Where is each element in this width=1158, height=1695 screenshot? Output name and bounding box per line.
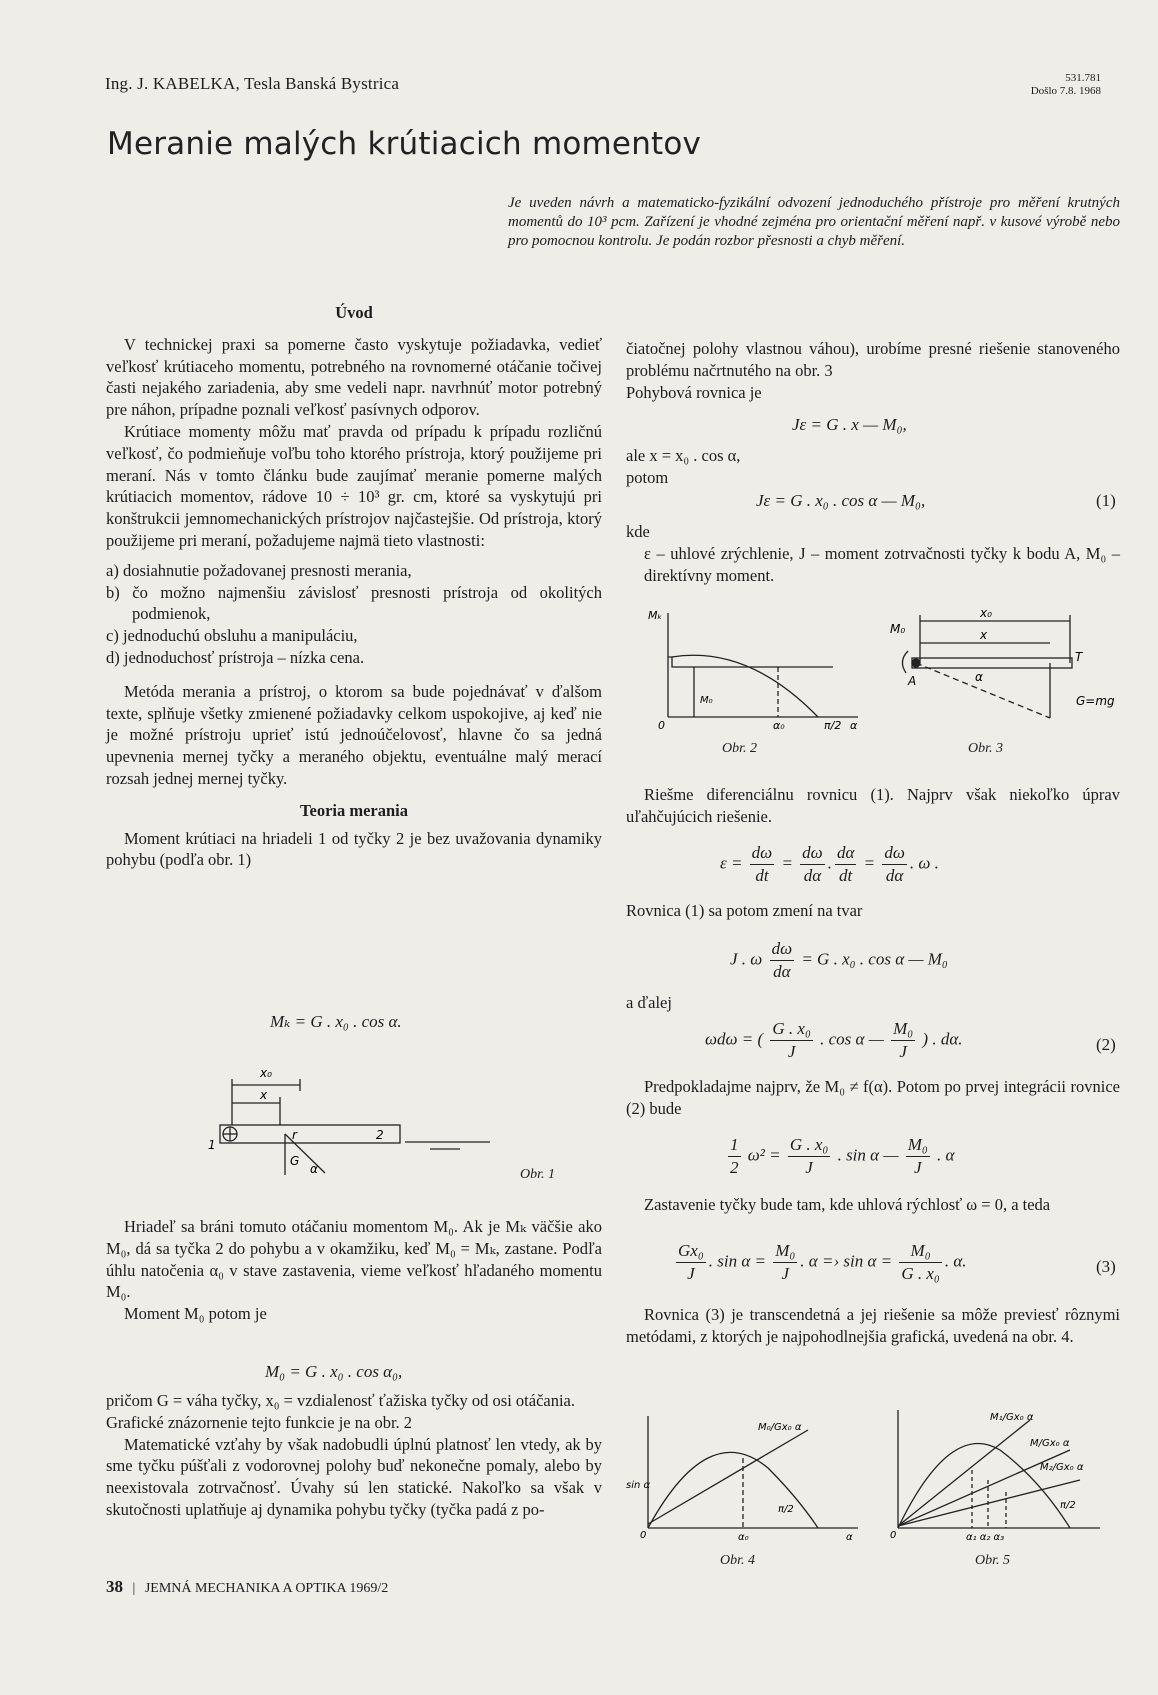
- page-number: 38: [106, 1577, 123, 1596]
- right-column-end: [626, 1304, 1120, 1348]
- fig5-caption: Obr. 5: [975, 1553, 1011, 1568]
- intro-heading: Úvod: [335, 303, 373, 322]
- right-column-assume: [626, 1076, 1120, 1120]
- equation-epsilon: ε = $\frac{d\omega}{dt}$ = $\frac{d\omega}{d\alpha}$ . $\frac{d\alpha}{dt}$ = $\frac{d\omega}{d\alpha}$ . ω .: [720, 843, 939, 885]
- paragraph: Hriadeľ sa bráni tomuto otáčaniu momentom M₀. Ak je Mₖ väčšie ako M₀, dá sa tyčka 2 do pohybu a v okamžiku, keď M₀ = Mₖ, zastane. Podľa úhlu natočenia α₀ v stave zastavenia, vieme veľkosť hľadaného momentu M₀.: [106, 1217, 602, 1302]
- fig1-caption: Obr. 1: [520, 1167, 556, 1182]
- right-column-mid: [626, 784, 1120, 828]
- label-r: r: [292, 1128, 297, 1142]
- paragraph: V technickej praxi sa pomerne často vyskytuje požiadavka, vedieť veľkosť krútiaceho momentu, potrebného na rovnomerné otáčanie točivej časti nejakého zariadenia, aby sme vedeli napr. navrhnúť motor potrebný pre náhon, prípadne poznali veľkosť pasívnych odporov.: [106, 334, 602, 420]
- fig3-caption: Obr. 3: [968, 741, 1004, 756]
- label-alpha0: α₀: [738, 1532, 749, 1543]
- list-item: d) jednoduchosť prístroja – nízka cena.: [106, 647, 365, 667]
- list-item: a) dosiahnutie požadovanej presnosti merania,: [106, 560, 412, 580]
- label-alpha0: α₀: [773, 719, 785, 732]
- paragraph: Krútiace momenty môžu mať pravda od prípadu k prípadu rozličnú veľkosť, čo podmieňuje voľbu toho ktorého prístroja, ktorý použijeme pri meraní. Nás v tomto článku bude zaujímať meranie pomerne malých krútiacich momentov, rádove 10 ÷ 10³ gr. cm, ktoré sa vyskytujú pri konštrukcii jemnomechanických prístrojov najčastejšie. Od prístroja, ktorý použijeme pri meraní, požadujeme najmä tieto vlastnosti:: [106, 421, 602, 550]
- list-item: c) jednoduchú obsluhu a manipuláciu,: [106, 626, 358, 646]
- label-alpha: α: [846, 1532, 853, 1543]
- equation-integral: $\frac{1}{2}$ ω² = $\frac{\text{G . x₀}}{J}$ . sin α — $\frac{\text{M₀}}{J}$ . α: [730, 1135, 955, 1177]
- figure-1: [200, 1055, 530, 1175]
- paragraph: Metóda merania a prístroj, o ktorom sa bude pojednávať v ďalšom texte, splňuje všetky zmienené požiadavky celkom uspokojive, aj keď nie je možné prístroju uprieť istú jednoúčelovosť, hlavne čo sa jedná upevnenia mernej tyčky a meraného objektu, eventuálne malý merací rozsah jednej mernej tyčky.: [106, 681, 602, 788]
- right-column-top: [626, 338, 1120, 403]
- label-m1: M₁/Gx₀ α: [990, 1412, 1034, 1423]
- right-column-eqtext: [626, 900, 1120, 922]
- label-m0: M₀: [890, 622, 906, 636]
- left-column-end: [106, 1390, 602, 1521]
- paragraph: Moment M₀ potom je: [124, 1304, 267, 1324]
- list-item: b) čo možno najmenšiu závislosť presnosti prístroja od okolitých podmienok,: [106, 582, 602, 624]
- label-alpha: α: [310, 1162, 318, 1176]
- left-column-bottom: [106, 1216, 602, 1325]
- equation-1: Jε = G . x₀ . cos α — M₀,: [756, 491, 926, 510]
- label-m-gx0: M/Gx₀ α: [1030, 1438, 1070, 1449]
- paragraph: Riešme diferenciálnu rovnicu (1). Najprv však niekoľko úprav uľahčujúcich riešenie.: [626, 785, 1120, 826]
- equation-3: $\frac{\text{Gx₀}}{J}$ . sin α = $\frac{\text{M₀}}{J}$ . α =› sin α = $\frac{\text{M₀}}{\text{G . x₀}}$ . α.: [678, 1241, 967, 1283]
- figure-3: [870, 603, 1115, 733]
- theory-heading: Teoria merania: [300, 800, 408, 820]
- label-2: 2: [376, 1128, 384, 1142]
- label-zero: 0: [658, 719, 665, 732]
- figure-5: [880, 1400, 1110, 1543]
- label-x0: x₀: [980, 606, 992, 620]
- equation-motion: Jε = G . x — M₀,: [792, 415, 907, 434]
- label-t: T: [1075, 650, 1083, 664]
- paragraph: kde: [626, 522, 650, 541]
- paragraph: Pohybová rovnica je: [626, 382, 762, 402]
- label-m0: M₀: [700, 695, 713, 706]
- paragraph: Rovnica (1) sa potom zmení na tvar: [626, 901, 863, 920]
- fig2-caption: Obr. 2: [722, 741, 758, 756]
- label-pi-half: π/2: [824, 719, 842, 732]
- equation-2-number: (2): [1096, 1035, 1116, 1054]
- paragraph: Predpokladajme najprv, že M₀ ≠ f(α). Potom po prvej integrácii rovnice (2) bude: [626, 1077, 1120, 1118]
- label-x: x: [260, 1088, 268, 1102]
- paragraph: potom: [626, 467, 669, 487]
- label-gmg: G=mg: [1076, 694, 1115, 708]
- fig4-caption: Obr. 4: [720, 1553, 756, 1568]
- journal-name: JEMNÁ MECHANIKA A OPTIKA 1969/2: [144, 1581, 389, 1596]
- paragraph: Zastavenie tyčky bude tam, kde uhlová rýchlosť ω = 0, a teda: [644, 1195, 1051, 1214]
- article-meta: [1031, 72, 1101, 98]
- paragraph: ale x = x₀ . cos α,: [626, 446, 741, 465]
- label-sin-alpha: sin α: [626, 1480, 651, 1491]
- received-date: Došlo 7.8. 1968: [1030, 85, 1101, 97]
- equation-transformed: J . ω $\frac{d\omega}{d\alpha}$ = G . x₀ . cos α — M₀: [730, 939, 948, 981]
- label-m0-gx0: M₀/Gx₀ α: [758, 1422, 802, 1433]
- label-zero: 0: [640, 1530, 647, 1541]
- requirements-list: [106, 560, 602, 669]
- figure-2: [628, 605, 868, 735]
- label-1: 1: [208, 1138, 216, 1152]
- label-mk: Mₖ: [648, 609, 663, 622]
- left-column-top: [106, 302, 602, 871]
- label-a: A: [908, 674, 917, 688]
- paragraph: Grafické znázornenie tejto funkcie je na obr. 2: [106, 1412, 413, 1432]
- author-line: Ing. J. KABELKA, Tesla Banská Bystrica: [105, 74, 400, 93]
- label-g: G: [290, 1154, 300, 1168]
- label-x: x: [980, 628, 988, 642]
- paragraph: Matematické vzťahy by však nadobudli úplnú platnosť len vtedy, ak by sme tyčku púšťali z vodorovnej polohy buď nekonečne pomaly, alebo by neexistovala zotrvačnosť. Úvahy sú len statické. Nakoľko sa však v skutočnosti uplatňuje aj dynamika pohybu tyčky (tyčka padá z po-: [106, 1434, 602, 1519]
- right-column-further: [626, 992, 1120, 1014]
- equation-3-number: (3): [1096, 1257, 1116, 1276]
- article-title: Meranie malých krútiacich momentov: [107, 126, 702, 162]
- equation-mk: Mₖ = G . x₀ . cos α.: [270, 1012, 402, 1031]
- label-alpha: α: [975, 670, 983, 684]
- paragraph: čiatočnej polohy vlastnou váhou), urobíme presné riešenie stanoveného problému načrtnutého na obr. 3: [626, 339, 1120, 380]
- right-column-stop: [626, 1194, 1120, 1216]
- page-footer: 38 | JEMNÁ MECHANIKA A OPTIKA 1969/2: [106, 1577, 389, 1596]
- right-column-where: [626, 521, 1120, 586]
- paragraph: a ďalej: [626, 993, 672, 1012]
- label-alphas: α₁ α₂ α₃: [966, 1532, 1005, 1543]
- equation-2: ωdω = ( $\frac{\text{G . x₀}}{J}$ . cos α — $\frac{\text{M₀}}{J}$ ) . dα.: [705, 1019, 963, 1061]
- paragraph: Rovnica (3) je transcendetná a jej riešenie sa môže previesť rôznymi metódami, z ktorých je najpohodlnejšia grafická, uvedená na obr. 4.: [626, 1305, 1120, 1346]
- equation-m0: M₀ = G . x₀ . cos α₀,: [265, 1362, 403, 1381]
- abstract: Je uveden návrh a matematicko-fyzikální odvození jednoduchého přístroje pro měření krutných momentů do 10³ pcm. Zařízení je vhodné zejména pro orientační měření např. v kusové výrobě nebo pro pomocnou kontrolu. Je podán rozbor přesnosti a chyb měření.: [508, 195, 1120, 249]
- label-pi-half: π/2: [1060, 1500, 1076, 1511]
- udc-code: 531.781: [1065, 72, 1101, 84]
- label-zero: 0: [890, 1530, 897, 1541]
- paragraph: ε – uhlové zrýchlenie, J – moment zotrvačnosti tyčky k bodu A, M₀ – direktívny moment.: [644, 543, 1120, 585]
- label-pi-half: π/2: [778, 1504, 794, 1515]
- label-m2: M₂/Gx₀ α: [1040, 1462, 1084, 1473]
- figure-4: [626, 1408, 868, 1543]
- paragraph: Moment krútiaci na hriadeli 1 od tyčky 2 je bez uvažovania dynamiky pohybu (podľa obr. 1): [106, 828, 602, 870]
- label-x0: x₀: [260, 1066, 272, 1080]
- right-column-sub: [626, 445, 1120, 489]
- paragraph: pričom G = váha tyčky, x₀ = vzdialenosť ťažiska tyčky od osi otáčania.: [106, 1391, 576, 1410]
- label-alpha: α: [850, 719, 858, 732]
- equation-1-number: (1): [1096, 491, 1116, 510]
